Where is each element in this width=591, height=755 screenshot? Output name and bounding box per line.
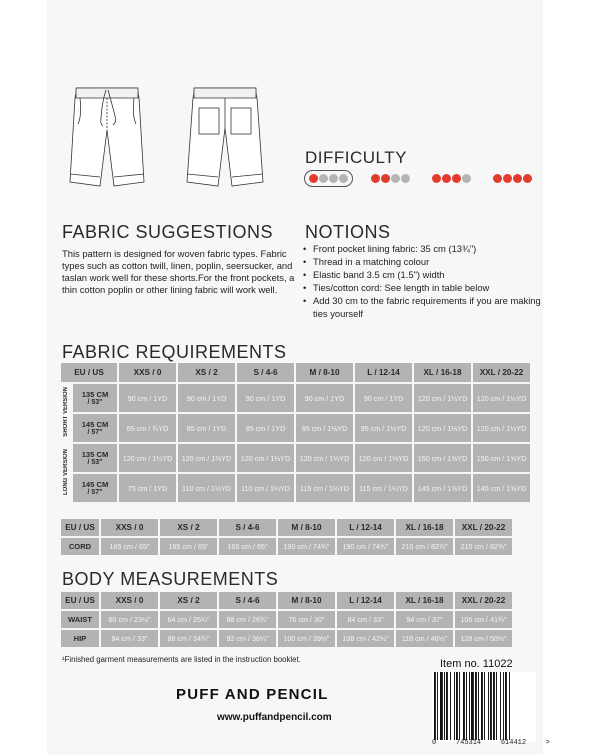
table-cell: 120 cm / 1⅓YD	[473, 384, 530, 412]
table-cell: 120 cm / 1⅓YD	[237, 444, 294, 472]
brand-name: PUFF AND PENCIL	[176, 686, 329, 703]
footnote: ¹Finished garment measurements are listed in the instruction booklet.	[62, 655, 301, 664]
table-cell: 85 cm / 1YD	[237, 414, 294, 442]
difficulty-level	[367, 171, 414, 186]
difficulty-filled-icon	[309, 174, 318, 183]
size-system-header: EU / US	[61, 592, 99, 609]
table-cell: 190 cm / 74¾"	[278, 538, 335, 555]
table-cell: 84 cm / 33"	[101, 630, 158, 647]
table-cell: 120 cm / 1⅓YD	[119, 444, 176, 472]
row-label: WAIST	[61, 611, 99, 628]
notion-item: • Elastic band 3.5 cm (1.5") width	[303, 269, 548, 282]
table-cell: 64 cm / 25¼"	[160, 611, 217, 628]
difficulty-filled-icon	[513, 174, 522, 183]
difficulty-rating	[304, 170, 536, 187]
table-cell: 90 cm / 1YD	[237, 384, 294, 412]
table-cell: 210 cm / 82¾"	[455, 538, 512, 555]
size-header: XXL / 20-22	[473, 363, 530, 382]
fabric-width-label: 135 CM / 53"	[73, 444, 117, 472]
table-header-row	[61, 592, 512, 609]
barcode-digit-group: 0	[432, 739, 437, 747]
notion-item: • Ties/cotton cord: See length in table below	[303, 282, 548, 295]
table-cell: 165 cm / 65"	[160, 538, 217, 555]
table-cell: 100 cm / 39½"	[278, 630, 335, 647]
difficulty-level	[489, 171, 536, 186]
table-cell: 90 cm / 1YD	[355, 384, 412, 412]
difficulty-filled-icon	[503, 174, 512, 183]
difficulty-heading: DIFFICULTY	[305, 148, 407, 167]
table-cell: 115 cm / 1¼YD	[355, 474, 412, 502]
size-header: XS / 2	[178, 363, 235, 382]
difficulty-empty-icon	[462, 174, 471, 183]
notion-item: • Add 30 cm to the fabric requirements if you are making ties yourself	[303, 295, 548, 321]
size-header: XXL / 20-22	[455, 592, 512, 609]
table-cell: 60 cm / 23½"	[101, 611, 158, 628]
size-header: XXS / 0	[119, 363, 176, 382]
table-cell: 94 cm / 37"	[396, 611, 453, 628]
fabric-width-label: 135 CM / 53"	[73, 384, 117, 412]
table-cell: 95 cm / 1⅛YD	[355, 414, 412, 442]
body-measurements-table	[59, 590, 514, 649]
table-row	[61, 444, 530, 472]
table-row	[61, 630, 512, 647]
table-header-row	[61, 519, 512, 536]
table-cell: 90 cm / 1YD	[296, 384, 353, 412]
item-number: Item no. 11022	[440, 658, 513, 670]
table-row	[61, 384, 530, 412]
table-cell: 145 cm / 1⅝YD	[414, 474, 471, 502]
table-cell: 88 cm / 34¾"	[160, 630, 217, 647]
size-header: S / 4-6	[219, 519, 276, 536]
fabric-width-label: 145 CM / 57"	[73, 414, 117, 442]
version-label: LONG VERSION	[63, 448, 69, 495]
size-header: XL / 16-18	[396, 592, 453, 609]
size-header: M / 8-10	[278, 519, 335, 536]
fabric-width-label: 145 CM / 57"	[73, 474, 117, 502]
table-cell: 92 cm / 36¼"	[219, 630, 276, 647]
table-cell: 150 cm / 1⅝YD	[473, 444, 530, 472]
table-cell: 84 cm / 33"	[337, 611, 394, 628]
difficulty-filled-icon	[523, 174, 532, 183]
table-cell: 120 cm / 1⅓YD	[178, 444, 235, 472]
size-header: XXS / 0	[101, 519, 158, 536]
size-header: XL / 16-18	[414, 363, 471, 382]
table-cell: 120 cm / 1⅓YD	[414, 384, 471, 412]
size-header: XS / 2	[160, 592, 217, 609]
size-header: M / 8-10	[296, 363, 353, 382]
difficulty-empty-icon	[401, 174, 410, 183]
size-header: L / 12-14	[337, 519, 394, 536]
barcode-digits	[432, 739, 550, 747]
table-cell: 90 cm / 1YD	[119, 384, 176, 412]
size-header: M / 8-10	[278, 592, 335, 609]
difficulty-empty-icon	[319, 174, 328, 183]
table-cell: 110 cm / 1¼YD	[237, 474, 294, 502]
table-cell: 75 cm / 1YD	[119, 474, 176, 502]
table-cell: 68 cm / 26¾"	[219, 611, 276, 628]
table-cell: 108 cm / 42½"	[337, 630, 394, 647]
table-cell: 210 cm / 82¾"	[396, 538, 453, 555]
table-cell: 128 cm / 50½"	[455, 630, 512, 647]
size-system-header: EU / US	[61, 519, 99, 536]
size-header: XS / 2	[160, 519, 217, 536]
table-cell: 95 cm / 1⅛YD	[296, 414, 353, 442]
difficulty-level	[428, 171, 475, 186]
difficulty-empty-icon	[329, 174, 338, 183]
difficulty-filled-icon	[432, 174, 441, 183]
difficulty-empty-icon	[391, 174, 400, 183]
body-measurements-heading: BODY MEASUREMENTS	[62, 569, 279, 589]
size-header: S / 4-6	[237, 363, 294, 382]
difficulty-filled-icon	[452, 174, 461, 183]
size-header: L / 12-14	[337, 592, 394, 609]
difficulty-filled-icon	[442, 174, 451, 183]
size-header: XXL / 20-22	[455, 519, 512, 536]
fabric-suggestions-text: This pattern is designed for woven fabric types. Fabric types such as cotton twill, linen, poplin, seersucker, and taslan work well for these shorts.For the front pockets, a thin cotton poplin or other lining fabric will work well.	[62, 248, 295, 296]
table-cell: 76 cm / 30"	[278, 611, 335, 628]
table-row	[61, 611, 512, 628]
difficulty-filled-icon	[493, 174, 502, 183]
barcode-image	[432, 672, 536, 742]
difficulty-empty-icon	[339, 174, 348, 183]
table-cell: 106 cm / 41¾"	[455, 611, 512, 628]
version-label: SHORT VERSION	[63, 387, 69, 437]
table-cell: 118 cm / 46½"	[396, 630, 453, 647]
size-header: XXS / 0	[101, 592, 158, 609]
difficulty-level	[304, 170, 353, 187]
table-cell: 110 cm / 1¼YD	[178, 474, 235, 502]
notions-heading: NOTIONS	[305, 222, 391, 242]
fabric-requirements-table	[59, 361, 532, 504]
notions-list	[303, 243, 548, 320]
table-cell: 120 cm / 1⅓YD	[473, 414, 530, 442]
size-header: L / 12-14	[355, 363, 412, 382]
size-header: XL / 16-18	[396, 519, 453, 536]
table-cell: 165 cm / 65"	[219, 538, 276, 555]
table-row	[61, 414, 530, 442]
size-system-header: EU / US	[61, 363, 117, 382]
difficulty-filled-icon	[381, 174, 390, 183]
table-cell: 115 cm / 1¼YD	[296, 474, 353, 502]
table-cell: 190 cm / 74¾"	[337, 538, 394, 555]
fabric-requirements-heading: FABRIC REQUIREMENTS	[62, 342, 287, 362]
table-cell: 90 cm / 1YD	[178, 384, 235, 412]
table-cell: 120 cm / 1⅓YD	[355, 444, 412, 472]
website-link[interactable]: www.puffandpencil.com	[217, 712, 332, 723]
notion-item: • Thread in a matching colour	[303, 256, 548, 269]
row-label: CORD	[61, 538, 99, 555]
size-header: S / 4-6	[219, 592, 276, 609]
table-cell: 145 cm / 1⅝YD	[473, 474, 530, 502]
shorts-technical-drawing	[60, 80, 280, 195]
table-cell: 150 cm / 1⅝YD	[414, 444, 471, 472]
table-row	[61, 474, 530, 502]
table-cell: 65 cm / ¾YD	[119, 414, 176, 442]
row-label: HIP	[61, 630, 99, 647]
barcode-digit-group: >	[545, 739, 550, 747]
table-cell: 165 cm / 65"	[101, 538, 158, 555]
cord-length-table	[59, 517, 514, 557]
table-cell: 120 cm / 1⅓YD	[414, 414, 471, 442]
notion-item: • Front pocket lining fabric: 35 cm (13¾")	[303, 243, 548, 256]
barcode-digit-group: 614412	[500, 739, 527, 747]
table-row	[61, 538, 512, 555]
table-cell: 120 cm / 1⅓YD	[296, 444, 353, 472]
table-cell: 85 cm / 1YD	[178, 414, 235, 442]
table-header-row	[61, 363, 530, 382]
barcode-digit-group: 745314	[455, 739, 482, 747]
difficulty-filled-icon	[371, 174, 380, 183]
fabric-suggestions-heading: FABRIC SUGGESTIONS	[62, 222, 274, 242]
